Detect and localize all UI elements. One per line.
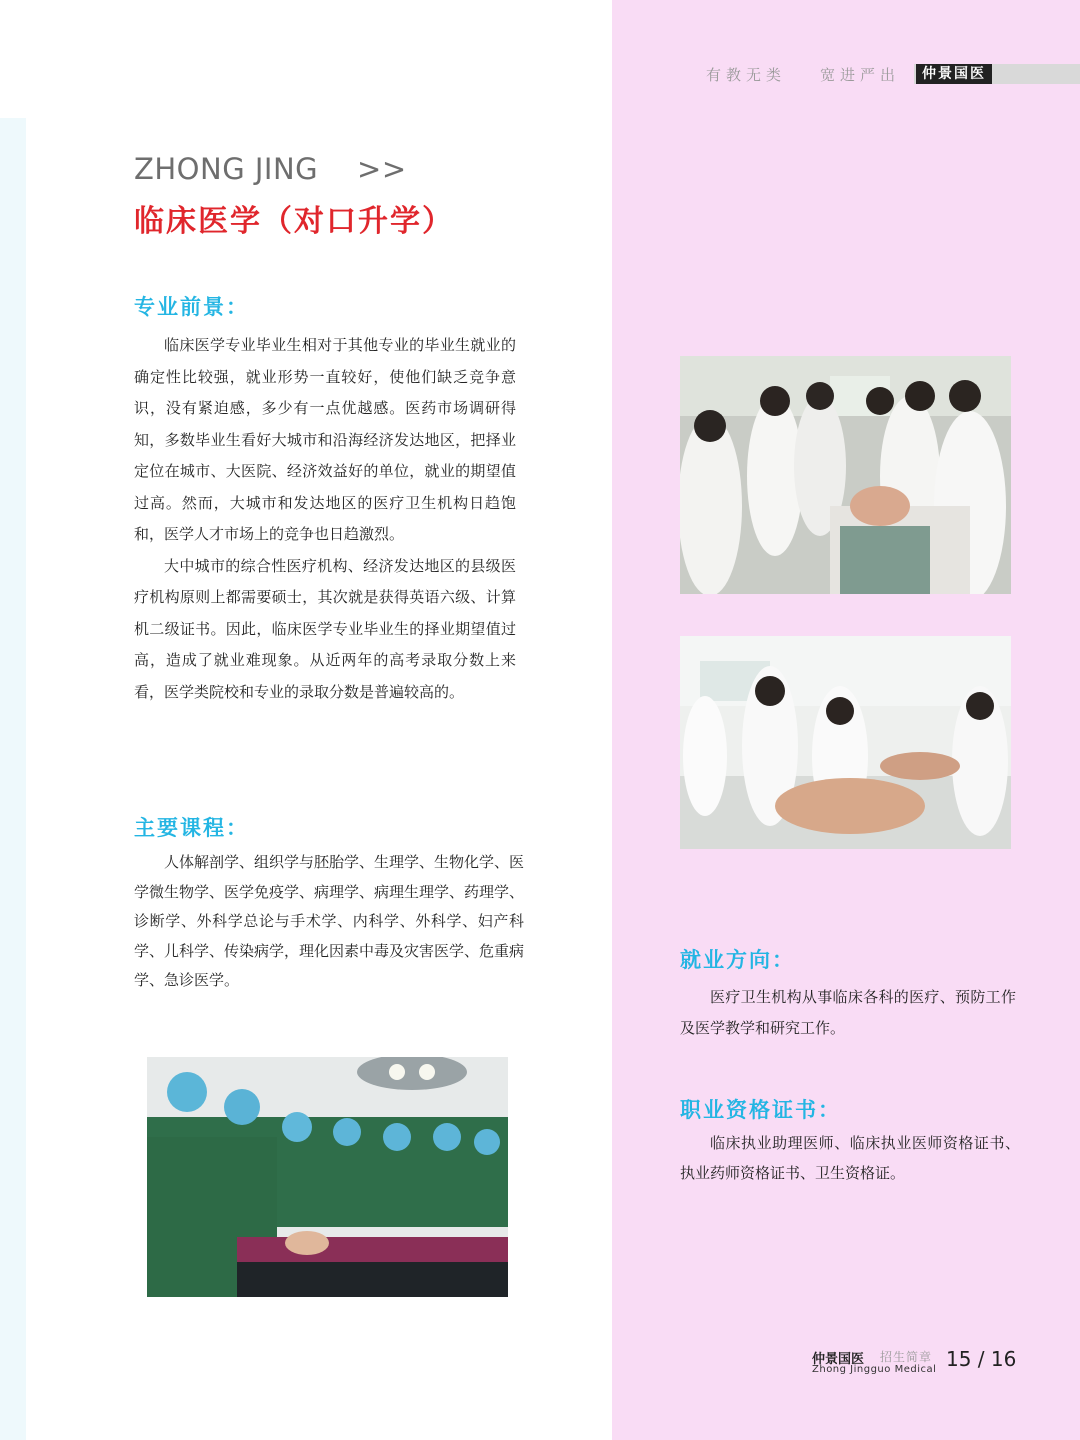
header-brand: 仲景国医 xyxy=(916,64,992,84)
footer-brand: 仲景国医 xyxy=(812,1352,865,1367)
courses-paragraph: 人体解剖学、组织学与胚胎学、生理学、生物化学、医学微生物学、医学免疫学、病理学、病理生理学、药理学、诊断学、外科学总论与手术学、内科学、外科学、妇产科学、儿科学、传染病学，理化因素中毒及灾害医学、危重病学、急诊医学。 xyxy=(134,853,525,989)
courses-text xyxy=(134,848,524,996)
employment-paragraph: 医疗卫生机构从事临床各科的医疗、预防工作及医学教学和研究工作。 xyxy=(680,988,1016,1037)
certificates-paragraph: 临床执业助理医师、临床执业医师资格证书、执业药师资格证书、卫生资格证。 xyxy=(680,1134,1020,1182)
outlook-heading: 专业前景： xyxy=(134,295,249,319)
page-title: 临床医学（对口升学） xyxy=(134,204,454,239)
photo-classroom-manikin-training xyxy=(680,636,1011,849)
employment-text xyxy=(680,982,1016,1044)
courses-heading: 主要课程： xyxy=(134,816,249,840)
header-motto-2: 宽进严出 xyxy=(820,66,901,84)
certificates-heading: 职业资格证书： xyxy=(680,1098,841,1122)
photo-operating-room-demonstration xyxy=(147,1057,508,1297)
footer-subtitle: 招生简章 xyxy=(880,1350,933,1364)
section-label: ZHONG JING >> xyxy=(134,152,407,186)
page-number: 15 / 16 xyxy=(946,1347,1017,1371)
employment-heading: 就业方向： xyxy=(680,948,795,972)
outlook-text xyxy=(134,330,516,708)
footer-english-name: Zhong Jingguo Medical xyxy=(812,1364,937,1375)
outlook-paragraph-1: 临床医学专业毕业生相对于其他专业的毕业生就业的确定性比较强，就业形势一直较好，使他们缺乏竞争意识，没有紧迫感，多少有一点优越感。医药市场调研得知，多数毕业生看好大城市和沿海经济发达地区，把择业定位在城市、大医院、经济效益好的单位，就业的期望值过高。然而，大城市和发达地区的医疗卫生机构日趋饱和，医学人才市场上的竞争也日趋激烈。 xyxy=(134,336,516,543)
photo-students-manikin-practice xyxy=(680,356,1011,594)
certificates-text xyxy=(680,1128,1020,1188)
header-motto-1: 有教无类 xyxy=(706,66,787,84)
outlook-paragraph-2: 大中城市的综合性医疗机构、经济发达地区的县级医疗机构原则上都需要硕士，其次就是获得英语六级、计算机二级证书。因此，临床医学专业毕业生的择业期望值过高，造成了就业难现象。从近两年的高考录取分数上来看，医学类院校和专业的录取分数是普遍较高的。 xyxy=(134,556,516,701)
left-decor-strip xyxy=(0,118,26,1440)
